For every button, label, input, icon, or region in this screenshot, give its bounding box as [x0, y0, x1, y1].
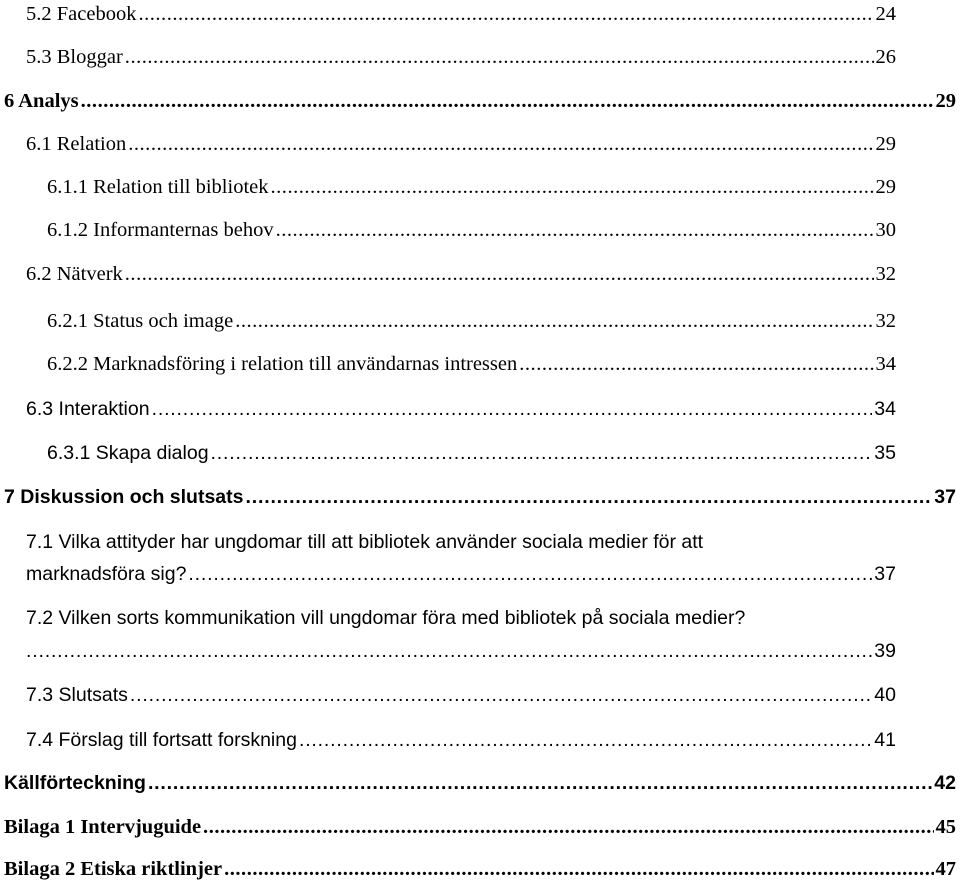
- toc-entry[interactable]: [4, 857, 956, 881]
- toc-leader-dots: [138, 2, 873, 26]
- toc-entry-title: 6 Analys: [4, 90, 79, 112]
- toc-entry[interactable]: [26, 397, 896, 421]
- toc-entry-page: 41: [874, 729, 896, 751]
- toc-leader-dots: [81, 89, 934, 113]
- toc-entry[interactable]: [47, 441, 896, 465]
- toc-entry[interactable]: [47, 352, 896, 376]
- toc-leader-dots: [152, 397, 873, 421]
- toc-entry-title: 6.3.1 Skapa dialog: [47, 442, 209, 464]
- toc-entry-title: 6.1.2 Informanternas behov: [47, 219, 274, 241]
- toc-entry-title: 6.1 Relation: [26, 133, 127, 155]
- toc-entry-page: 26: [875, 46, 896, 68]
- toc-leader-dots: [128, 132, 873, 156]
- toc-entry-title: 6.3 Interaktion: [26, 398, 150, 420]
- toc-leader-dots: [125, 262, 874, 286]
- toc-entry[interactable]: [47, 309, 896, 333]
- toc-entry-title: 5.3 Bloggar: [26, 46, 123, 68]
- toc-leader-dots: [26, 639, 872, 663]
- toc-entry-page: 35: [874, 442, 896, 464]
- toc-leader-dots: [246, 485, 933, 509]
- toc-entry-title: 6.2.2 Marknadsföring i relation till användarnas intressen: [47, 353, 518, 375]
- toc-entry-page: 29: [935, 90, 956, 112]
- toc-entry[interactable]: [4, 89, 956, 113]
- toc-entry-title-line1[interactable]: 7.1 Vilka attityder har ungdomar till att bibliotek använder sociala medier för att: [26, 531, 704, 553]
- toc-entry-title-line1[interactable]: 7.2 Vilken sorts kommunikation vill ungdomar föra med bibliotek på sociala medier?: [26, 607, 746, 629]
- toc-entry-page: 45: [935, 816, 956, 838]
- toc-entry[interactable]: [26, 45, 896, 69]
- toc-entry-page: 47: [935, 858, 956, 880]
- toc-entry[interactable]: [26, 728, 896, 752]
- toc-leader-dots: [235, 309, 873, 333]
- toc-entry-title: 5.2 Facebook: [26, 3, 137, 25]
- toc-entry[interactable]: [26, 562, 896, 586]
- toc-entry[interactable]: [26, 132, 896, 156]
- toc-entry-page: 32: [875, 310, 896, 332]
- toc-entry[interactable]: [47, 218, 896, 242]
- toc-entry-title: 6.2 Nätverk: [26, 263, 123, 285]
- toc-entry-page: 30: [875, 219, 896, 241]
- toc-entry-title: 7 Diskussion och slutsats: [4, 486, 244, 508]
- toc-leader-dots: [188, 562, 872, 586]
- toc-leader-dots: [211, 441, 873, 465]
- toc-leader-dots: [203, 815, 933, 839]
- toc-entry-title: 6.1.1 Relation till bibliotek: [47, 176, 269, 198]
- toc-leader-dots: [271, 175, 874, 199]
- toc-entry-page: 29: [875, 176, 896, 198]
- toc-leader-dots: [276, 218, 874, 242]
- toc-entry[interactable]: [4, 771, 956, 795]
- toc-entry-page: 32: [875, 263, 896, 285]
- toc-leader-dots: [148, 771, 932, 795]
- toc-entry[interactable]: [47, 175, 896, 199]
- toc-entry[interactable]: [26, 639, 896, 663]
- toc-leader-dots: [224, 857, 933, 881]
- toc-entry-title-line2: marknadsföra sig?: [26, 563, 187, 585]
- toc-entry-page: 37: [874, 563, 896, 585]
- toc-entry-page: 24: [875, 3, 896, 25]
- toc-entry-page: 42: [934, 772, 956, 794]
- toc-entry-page: 34: [874, 398, 896, 420]
- toc-entry-page: 34: [875, 353, 896, 375]
- toc-entry-page: 29: [875, 133, 896, 155]
- toc-entry[interactable]: [4, 485, 956, 509]
- toc-entry-page: 37: [934, 486, 956, 508]
- toc-entry-title: Källförteckning: [4, 772, 146, 794]
- toc-entry-page: 39: [874, 640, 896, 662]
- toc-entry[interactable]: [4, 815, 956, 839]
- toc-entry-page: 40: [874, 684, 896, 706]
- toc-leader-dots: [130, 683, 872, 707]
- toc-entry[interactable]: [26, 2, 896, 26]
- toc-entry-title: 7.4 Förslag till fortsatt forskning: [26, 729, 297, 751]
- toc-entry-title: Bilaga 2 Etiska riktlinjer: [4, 858, 223, 880]
- toc-entry[interactable]: [26, 262, 896, 286]
- toc-entry-title: Bilaga 1 Intervjuguide: [4, 816, 202, 838]
- toc-entry-title: 7.3 Slutsats: [26, 684, 128, 706]
- toc-leader-dots: [299, 728, 872, 752]
- toc-entry[interactable]: [26, 683, 896, 707]
- toc-entry-title: 6.2.1 Status och image: [47, 310, 234, 332]
- toc-leader-dots: [125, 45, 874, 69]
- toc-leader-dots: [519, 352, 873, 376]
